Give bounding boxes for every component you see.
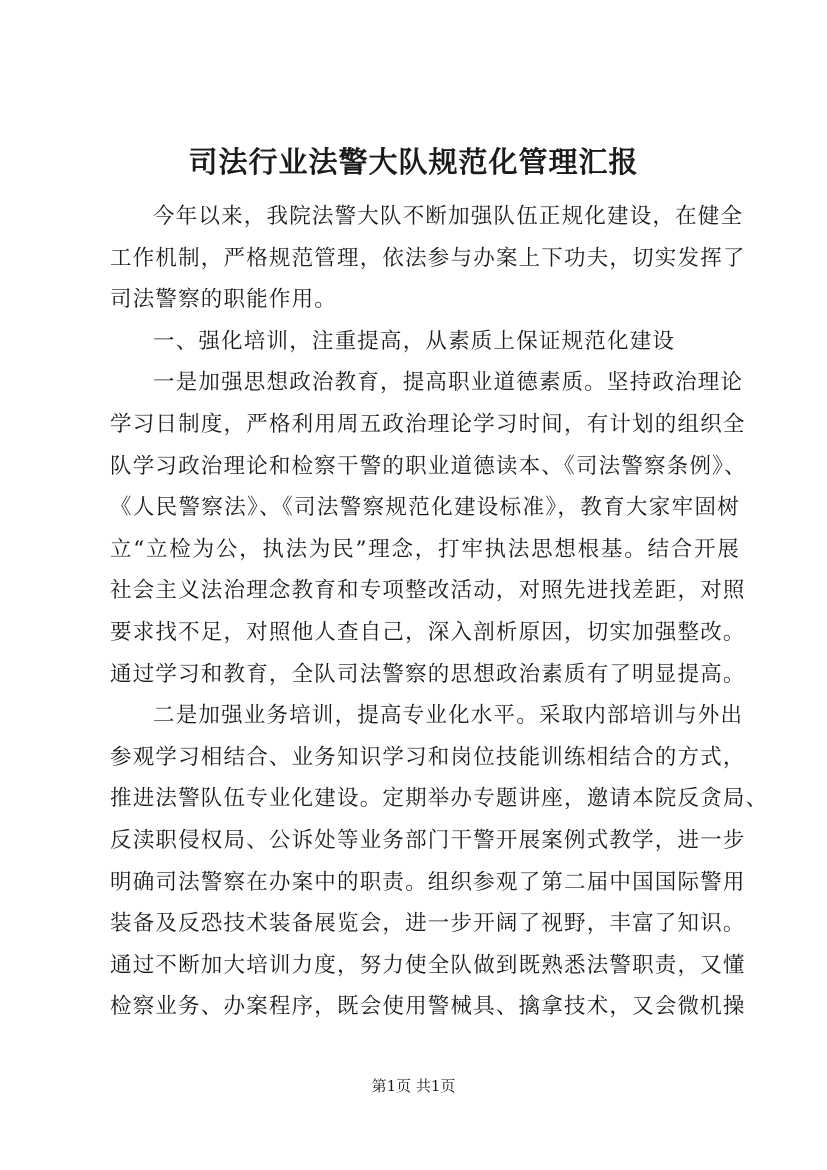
- paragraph-line: 学习日制度，严格利用周五政治理论学习时间，有计划的组织全: [110, 411, 746, 437]
- page-number-footer: 第1页 共1页: [371, 1077, 456, 1095]
- section-heading: 一、强化培训，注重提高，从素质上保证规范化建设: [153, 328, 676, 354]
- paragraph-line: 队学习政治理论和检察干警的职业道德读本、《司法警察条例》、: [110, 453, 747, 479]
- document-body: [110, 196, 769, 1028]
- paragraph-line: 参观学习相结合、业务知识学习和岗位技能训练相结合的方式，: [110, 744, 746, 770]
- paragraph-line: 通过学习和教育，全队司法警察的思想政治素质有了明显提高。: [110, 661, 746, 687]
- paragraph-line: 二是加强业务培训，提高专业化水平。采取内部培训与外出: [153, 703, 744, 729]
- paragraph-line: 今年以来，我院法警大队不断加强队伍正规化建设，在健全: [153, 204, 744, 229]
- paragraph-line: 反渎职侵权局、公诉处等业务部门干警开展案例式教学，进一步: [110, 827, 746, 853]
- paragraph-line: 立“立检为公，执法为民”理念，打牢执法思想根基。结合开展: [110, 536, 740, 562]
- paragraph-line: 社会主义法治理念教育和专项整改活动，对照先进找差距，对照: [110, 578, 746, 604]
- paragraph-line: 推进法警队伍专业化建设。定期举办专题讲座，邀请本院反贪局、: [110, 786, 769, 812]
- paragraph-line: 检察业务、办案程序，既会使用警械具、擒拿技术，又会微机操: [110, 994, 746, 1020]
- paragraph-line: 工作机制，严格规范管理，依法参与办案上下功夫，切实发挥了: [110, 245, 746, 271]
- paragraph-line: 要求找不足，对照他人查自己，深入剖析原因，切实加强整改。: [110, 619, 746, 645]
- paragraph-line: 《人民警察法》、《司法警察规范化建设标准》，教育大家牢固树: [110, 495, 740, 521]
- paragraph-line: 装备及反恐技术装备展览会，进一步开阔了视野，丰富了知识。: [110, 911, 746, 937]
- paragraph-line: 明确司法警察在办案中的职责。组织参观了第二届中国国际警用: [110, 869, 746, 895]
- document-title: 司法行业法警大队规范化管理汇报: [188, 145, 639, 179]
- paragraph-line: 通过不断加大培训力度，努力使全队做到既熟悉法警职责，又懂: [110, 952, 746, 978]
- paragraph-line: 一是加强思想政治教育，提高职业道德素质。坚持政治理论: [153, 370, 744, 396]
- paragraph-line: 司法警察的职能作用。: [110, 287, 338, 313]
